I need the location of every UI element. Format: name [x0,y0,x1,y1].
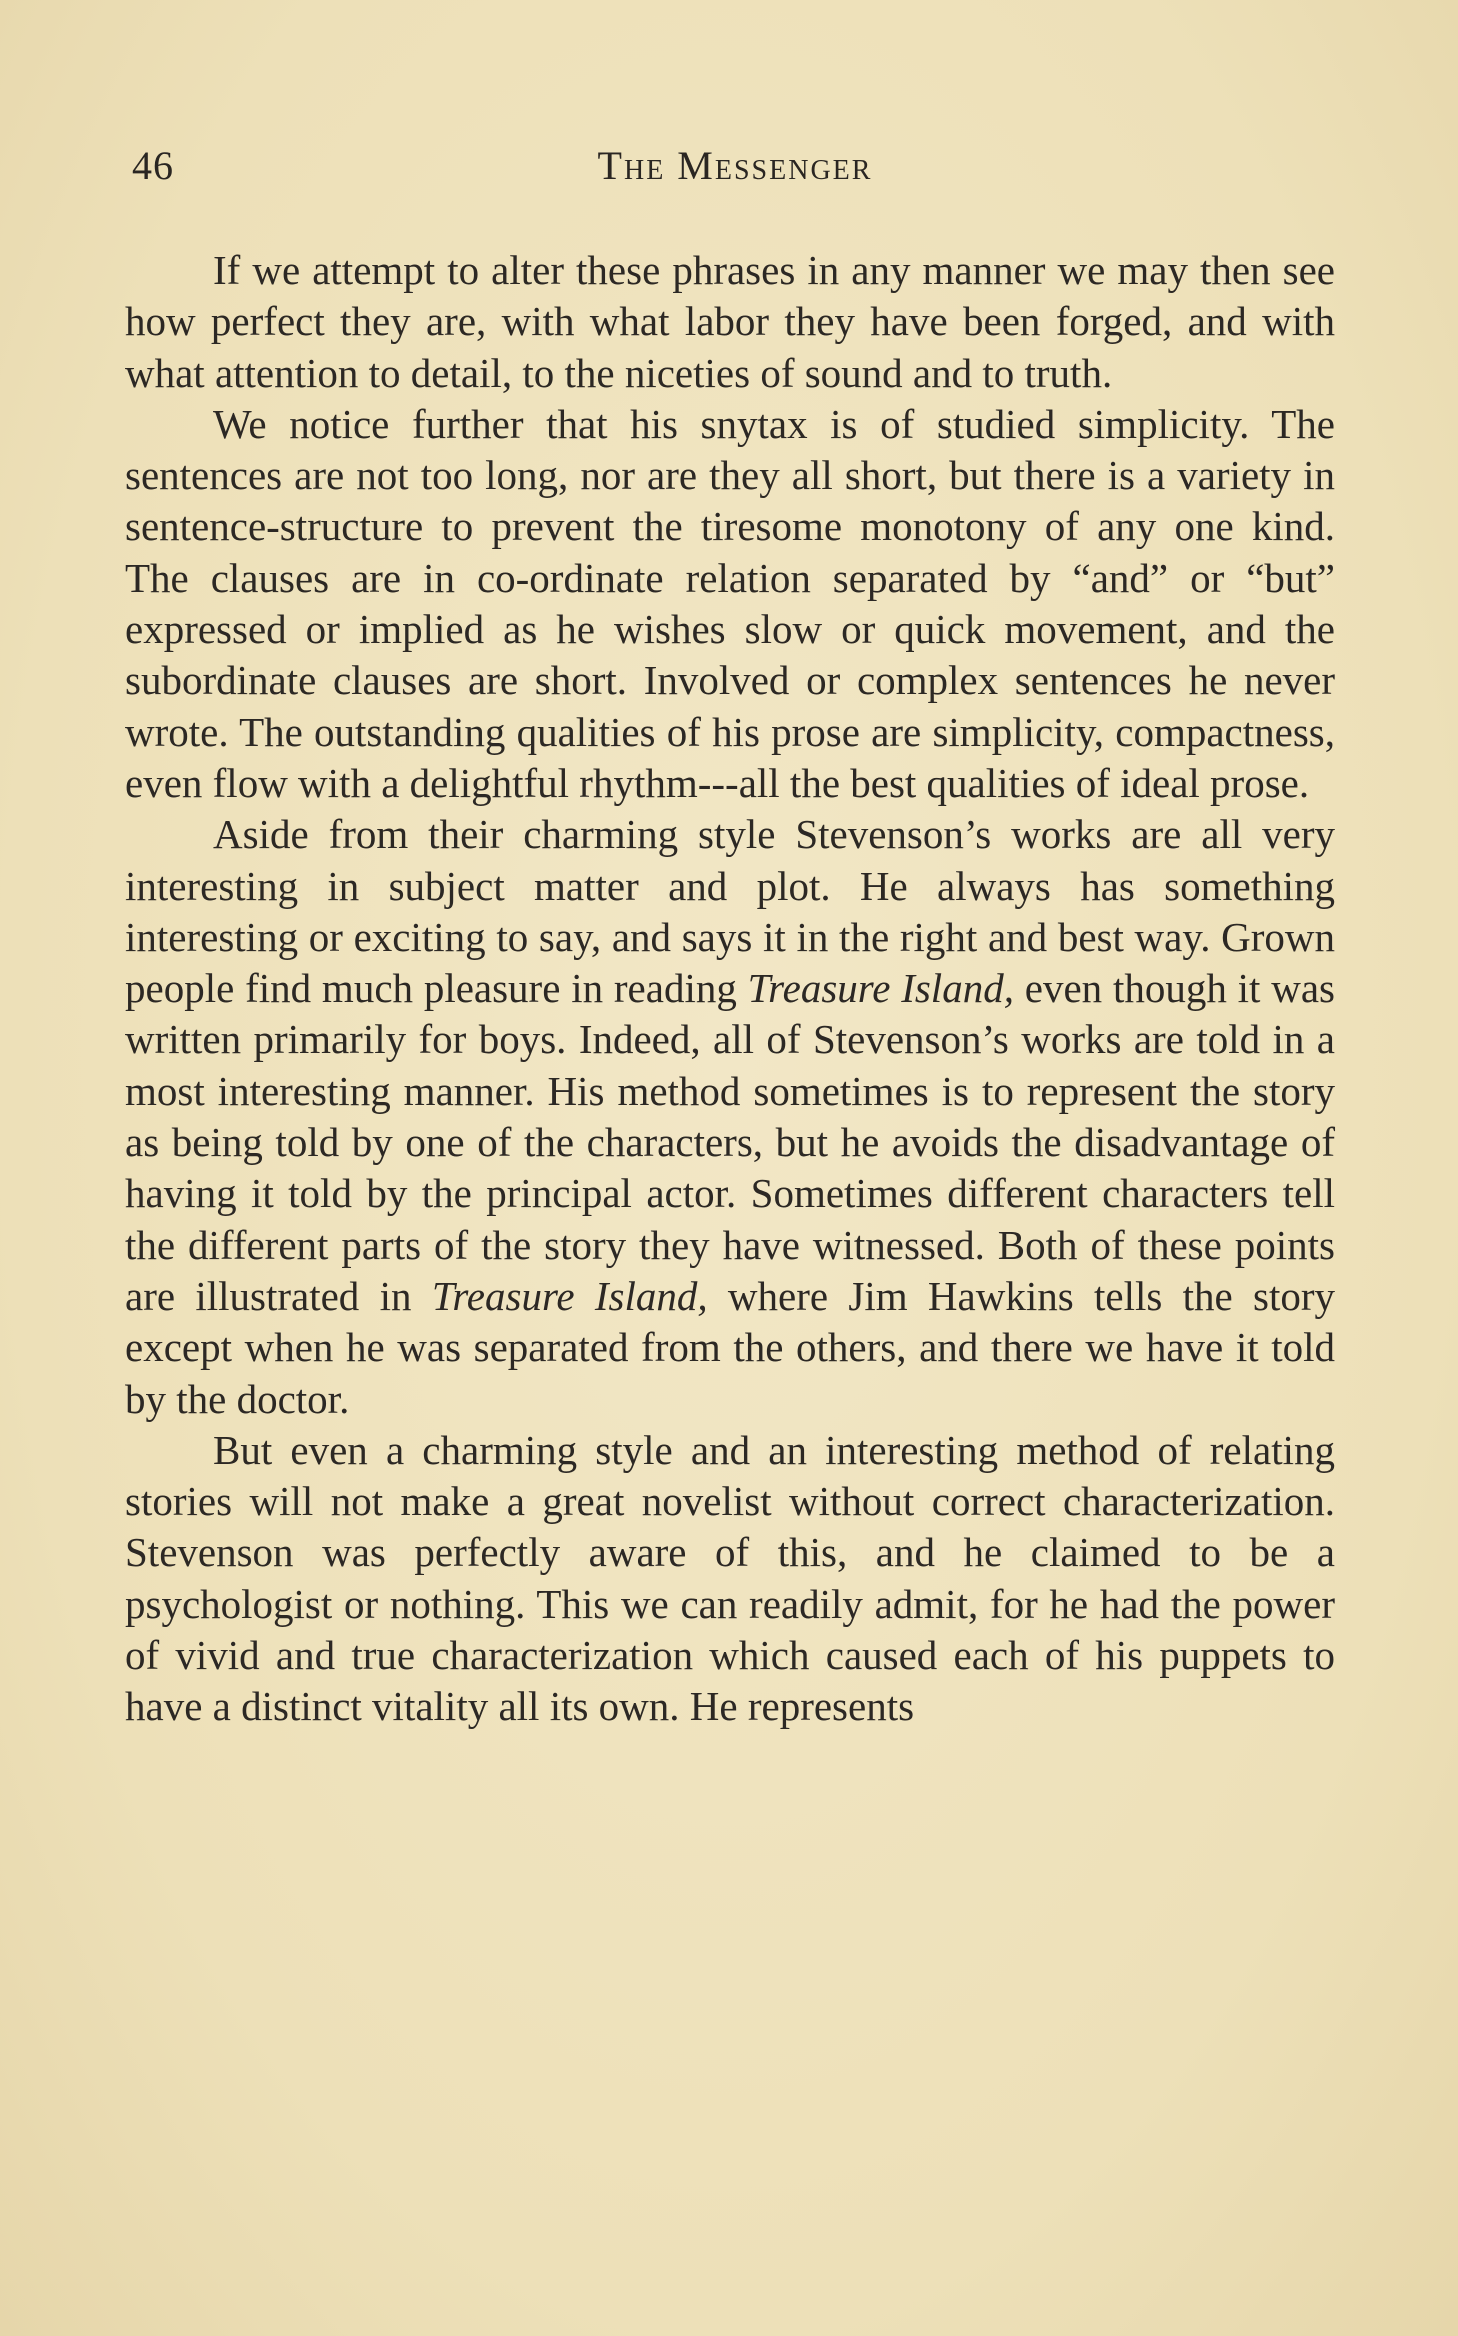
text-segment: even though it was written primarily for boys. Indeed, all of Stevenson’s works are told in a most interesting manner. His method sometimes is to represent the story as being told by one of the characters, but he avoids the disadvantage of having it told by the principal actor. Sometimes different characters tell the different parts of the story they have witnessed. Both of these points are illustrated in [125,965,1335,1319]
text-segment: We notice further that his snytax is of studied simplicity. The sentences are not too long, nor are they all short, but there is a variety in sentence-structure to prevent the tiresome monotony of any one kind. The clauses are in co-ordinate relation separated by “and” or “but” expressed or implied as he wishes slow or quick movement, and the subordinate clauses are short. Involved or complex sentences he never wrote. The outstanding qualities of his prose are simplicity, compactness, even flow with a delightful rhythm---all the best qualities of ideal prose. [125,400,1335,806]
text-segment: If we attempt to alter these phrases in any manner we may then see how perfect they are, with what labor they have been forged, and with what attention to detail, to the niceties of sound and to truth. [125,247,1335,396]
paragraph [125,399,1335,809]
running-title: The Messenger [597,143,873,188]
body-text [125,245,1335,1733]
text-segment: where Jim Hawkins tells the story except when he was separated from the others, and there we have it told by the doctor. [125,1272,1335,1422]
paragraph [125,1425,1335,1733]
text-segment: But even a charming style and an interesting method of relating stories will not make a great novelist without correct characterization. Stevenson was perfectly aware of this, and he claimed to be a psychologist or nothing. This we can readily admit, for he had the power of vivid and true characterization which caused each of his puppets to have a distinct vitality all its own. He represents [125,1426,1335,1730]
italic-title: Treasure Island, [747,965,1014,1012]
text-segment: Aside from their charming style Stevenson’s works are all very interesting in subject matter and plot. He always has something interesting or exciting to say, and says it in the right and best way. Grown people find much pleasure in reading [125,811,1335,1012]
italic-title: Treasure Island, [431,1272,708,1319]
paragraph [125,809,1335,1425]
page-header [130,142,1330,202]
paragraph [125,245,1335,399]
page-number: 46 [132,143,174,188]
